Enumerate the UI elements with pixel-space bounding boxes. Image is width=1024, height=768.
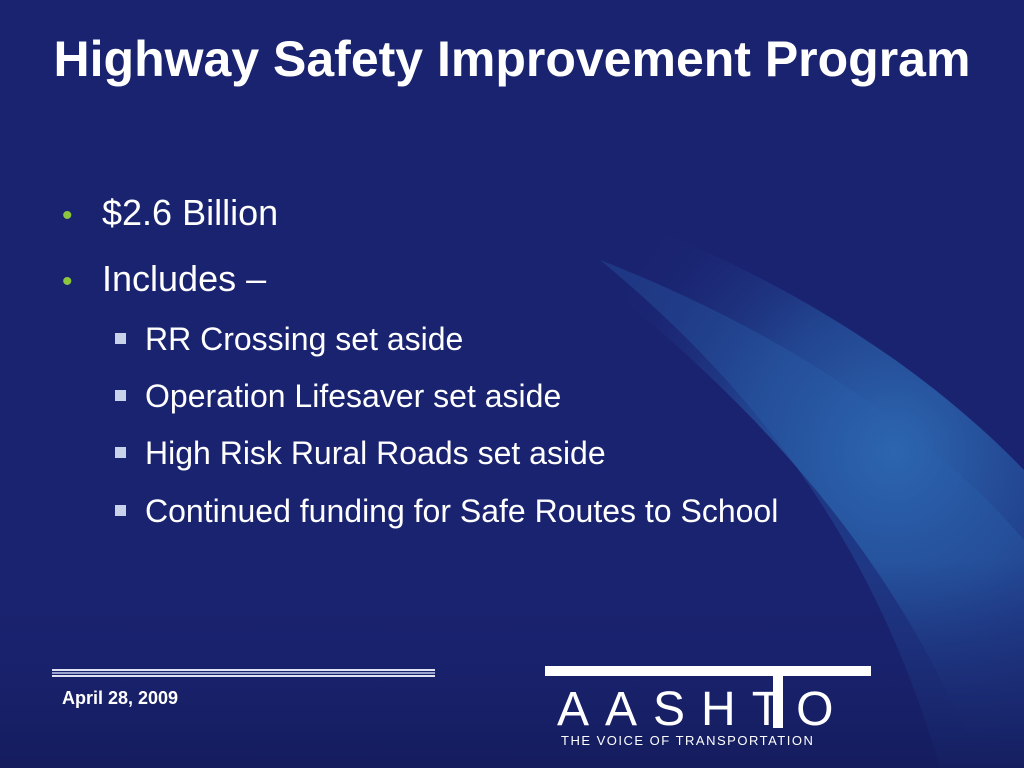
square-bullet-icon [115,505,126,516]
logo-tagline: THE VOICE OF TRANSPORTATION [561,733,815,748]
sub-bullet-text: Continued funding for Safe Routes to School [145,493,779,529]
bullet-dot-icon: • [62,199,73,232]
sub-bullet-item [115,493,778,529]
logo-wordmark: AASHTO [557,683,850,736]
sub-bullet-item [115,321,463,357]
sub-bullet-text: High Risk Rural Roads set aside [145,435,606,471]
sub-bullet-text: RR Crossing set aside [145,321,464,357]
bullet-item [62,259,266,302]
square-bullet-icon [115,333,126,344]
footer-date: April 28, 2009 [62,688,179,708]
aashto-logo [545,666,871,754]
bullet-text: $2.6 Billion [102,192,279,233]
footer-divider [52,669,435,677]
sub-bullet-item [115,378,561,414]
bullet-text: Includes – [102,258,267,299]
slide-title: Highway Safety Improvement Program [53,31,971,87]
bullet-item [62,193,278,236]
square-bullet-icon [115,390,126,401]
sub-bullet-item [115,435,606,471]
square-bullet-icon [115,447,126,458]
bullet-dot-icon: • [62,265,73,298]
sub-bullet-text: Operation Lifesaver set aside [145,378,562,414]
